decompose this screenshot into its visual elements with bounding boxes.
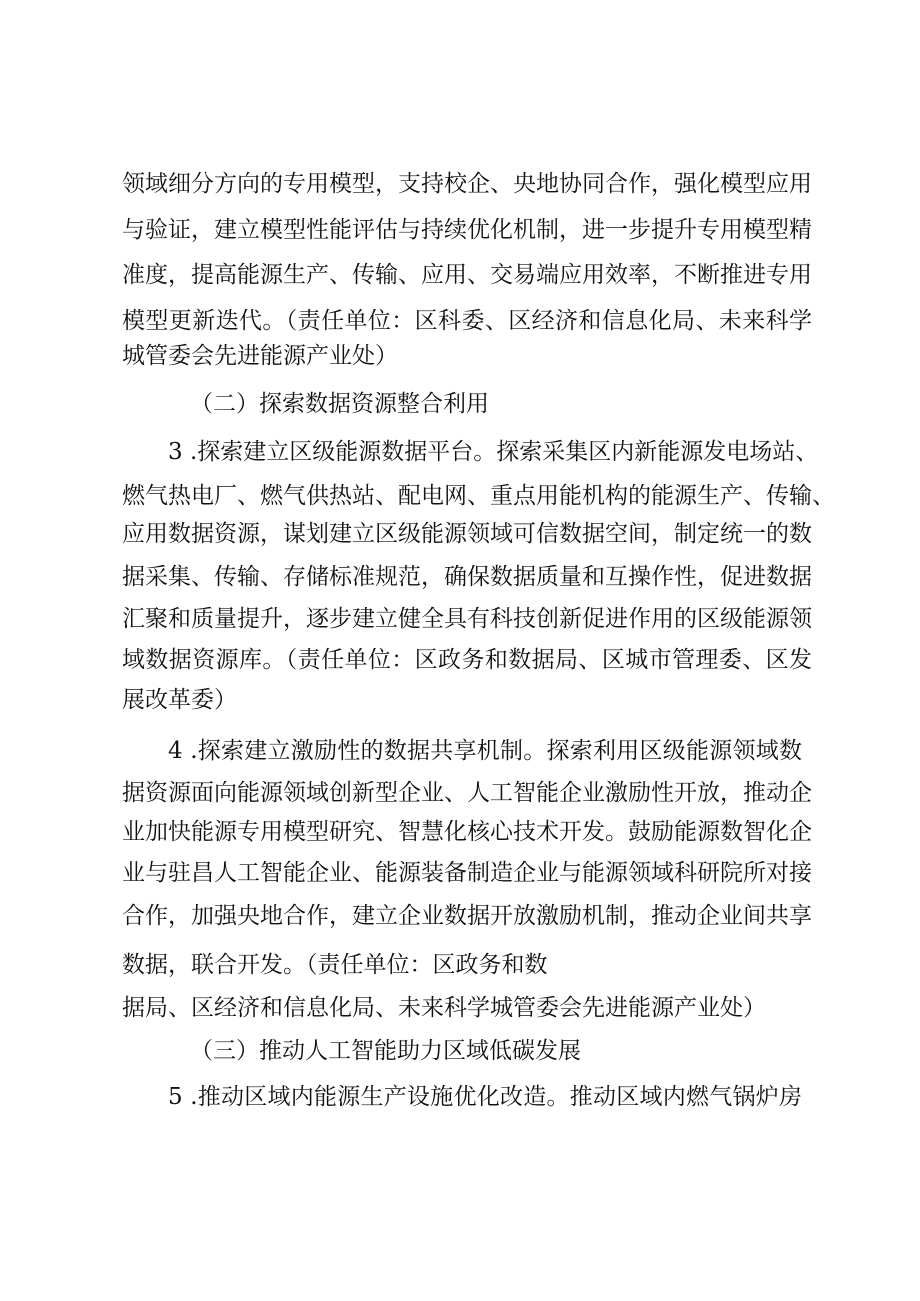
body-text-line: 合作，加强央地合作，建立企业数据开放激励机制，推动企业间共享	[122, 903, 812, 929]
body-text-line: 应用数据资源，谋划建立区级能源领域可信数据空间，制定统一的数	[122, 521, 812, 547]
body-text-line: 准度，提高能源生产、传输、应用、交易端应用效率，不断推进专用	[122, 262, 812, 288]
body-text-line: 领域细分方向的专用模型，支持校企、央地协同合作，强化模型应用	[122, 171, 812, 197]
body-text-line: 据局、区经济和信息化局、未来科学城管委会先进能源产业处）	[122, 995, 766, 1021]
section-heading: （三）推动人工智能助力区域低碳发展	[190, 1038, 581, 1064]
body-text-line: 业与驻昌人工智能企业、能源装备制造企业与能源领域科研院所对接	[122, 860, 812, 886]
body-text-line: 模型更新迭代。（责任单位：区科委、区经济和信息化局、未来科学	[122, 308, 812, 334]
body-text-line: 数据，联合开发。（责任单位：区政务和数	[122, 952, 548, 978]
body-text-line: 燃气热电厂、燃气供热站、配电网、重点用能机构的能源生产、传输、	[122, 483, 835, 509]
body-text-line: 域数据资源库。（责任单位：区政务和数据局、区城市管理委、区发	[122, 647, 812, 673]
numbered-item-heading: 3 .探索建立区级能源数据平台。探索采集区内新能源发电场站、	[168, 439, 819, 465]
body-text-line: 汇聚和质量提升，逐步建立健全具有科技创新促进作用的区级能源领	[122, 606, 812, 632]
body-text-line: 业加快能源专用模型研究、智慧化核心技术开发。鼓励能源数智化企	[122, 819, 812, 845]
body-text-line: 据采集、传输、存储标准规范，确保数据质量和互操作性，促进数据	[122, 564, 812, 590]
body-text-line: 与验证，建立模型性能评估与持续优化机制，进一步提升专用模型精	[122, 217, 812, 243]
body-text-line: 展改革委）	[122, 687, 237, 713]
body-text-line: 据资源面向能源领域创新型企业、人工智能企业激励性开放，推动企	[122, 780, 812, 806]
numbered-item-heading: 5 .推动区域内能源生产设施优化改造。推动区域内燃气锅炉房	[168, 1084, 802, 1110]
body-text-line: 城管委会先进能源产业处）	[122, 343, 398, 369]
section-heading: （二）探索数据资源整合利用	[190, 391, 489, 417]
numbered-item-heading: 4 .探索建立激励性的数据共享机制。探索利用区级能源领域数	[168, 738, 802, 764]
